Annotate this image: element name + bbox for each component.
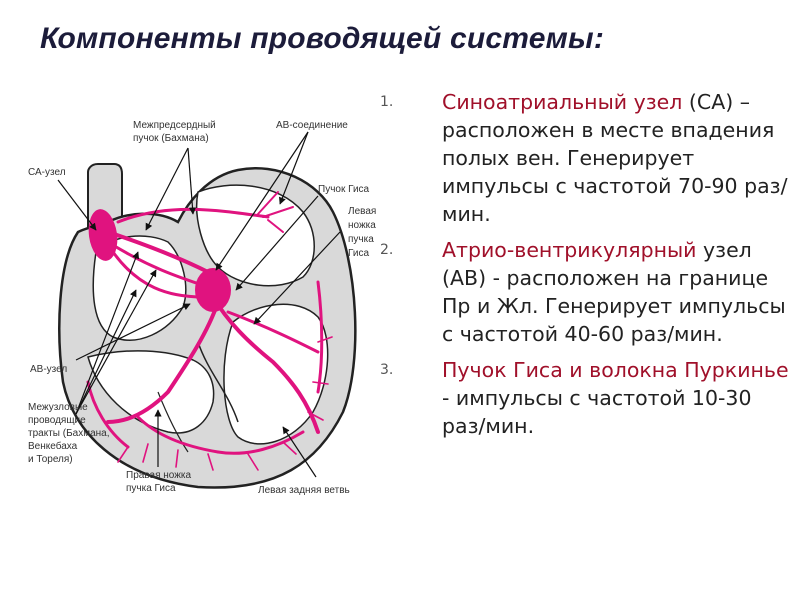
av-node-mark (195, 268, 231, 312)
heart-conduction-diagram (18, 92, 388, 512)
list-item-highlight: Пучок Гиса и волокна Пуркинье (442, 358, 789, 382)
label-internodal-1: Межузловые (28, 402, 88, 413)
label-left-branch-3: пучка (348, 234, 374, 245)
conduction-components-list (380, 88, 790, 448)
label-av-junction: АВ-соединение (276, 120, 348, 131)
label-internodal-3: тракты (Бахмана, (28, 428, 110, 439)
label-his-bundle: Пучок Гиса (318, 184, 370, 195)
list-item-text: (СА) – расположен в месте впадения полых вен. Генерирует импульсы с частотой 70-90 раз/мин. (442, 90, 788, 226)
label-right-branch-1: Правая ножка (126, 470, 192, 481)
label-bachmann-1: Межпредсердный (133, 120, 216, 131)
list-item-number: 3. (380, 362, 394, 378)
list-item-text: узел (АВ) - расположен на границе Пр и Жл. Генерирует импульсы с частотой 40-60 раз/мин. (442, 238, 786, 346)
list-item-highlight: Синоатриальный узел (442, 90, 683, 114)
label-right-branch-2: пучка Гиса (126, 483, 176, 494)
list-item (380, 356, 790, 440)
label-internodal-2: проводящие (28, 415, 86, 426)
label-left-posterior: Левая задняя ветвь (258, 485, 350, 496)
label-sa-node: СА-узел (28, 167, 66, 178)
page-title: Компоненты проводящей системы: (40, 22, 605, 55)
label-bachmann-2: пучок (Бахмана) (133, 133, 209, 144)
label-internodal-5: и Тореля) (28, 454, 73, 465)
list-item-number: 1. (380, 94, 394, 110)
list-item-highlight: Атрио-вентрикулярный (442, 238, 697, 262)
label-av-node: АВ-узел (30, 364, 68, 375)
label-left-branch-1: Левая (348, 206, 377, 217)
list-item (380, 236, 790, 348)
list-item-text: - импульсы с частотой 10-30 раз/мин. (442, 386, 752, 438)
list-item-number: 2. (380, 242, 394, 258)
label-left-branch-2: ножка (348, 220, 376, 231)
label-internodal-4: Венкебаха (28, 441, 78, 452)
label-left-branch-4: Гиса (348, 248, 370, 259)
list-item (380, 88, 790, 228)
